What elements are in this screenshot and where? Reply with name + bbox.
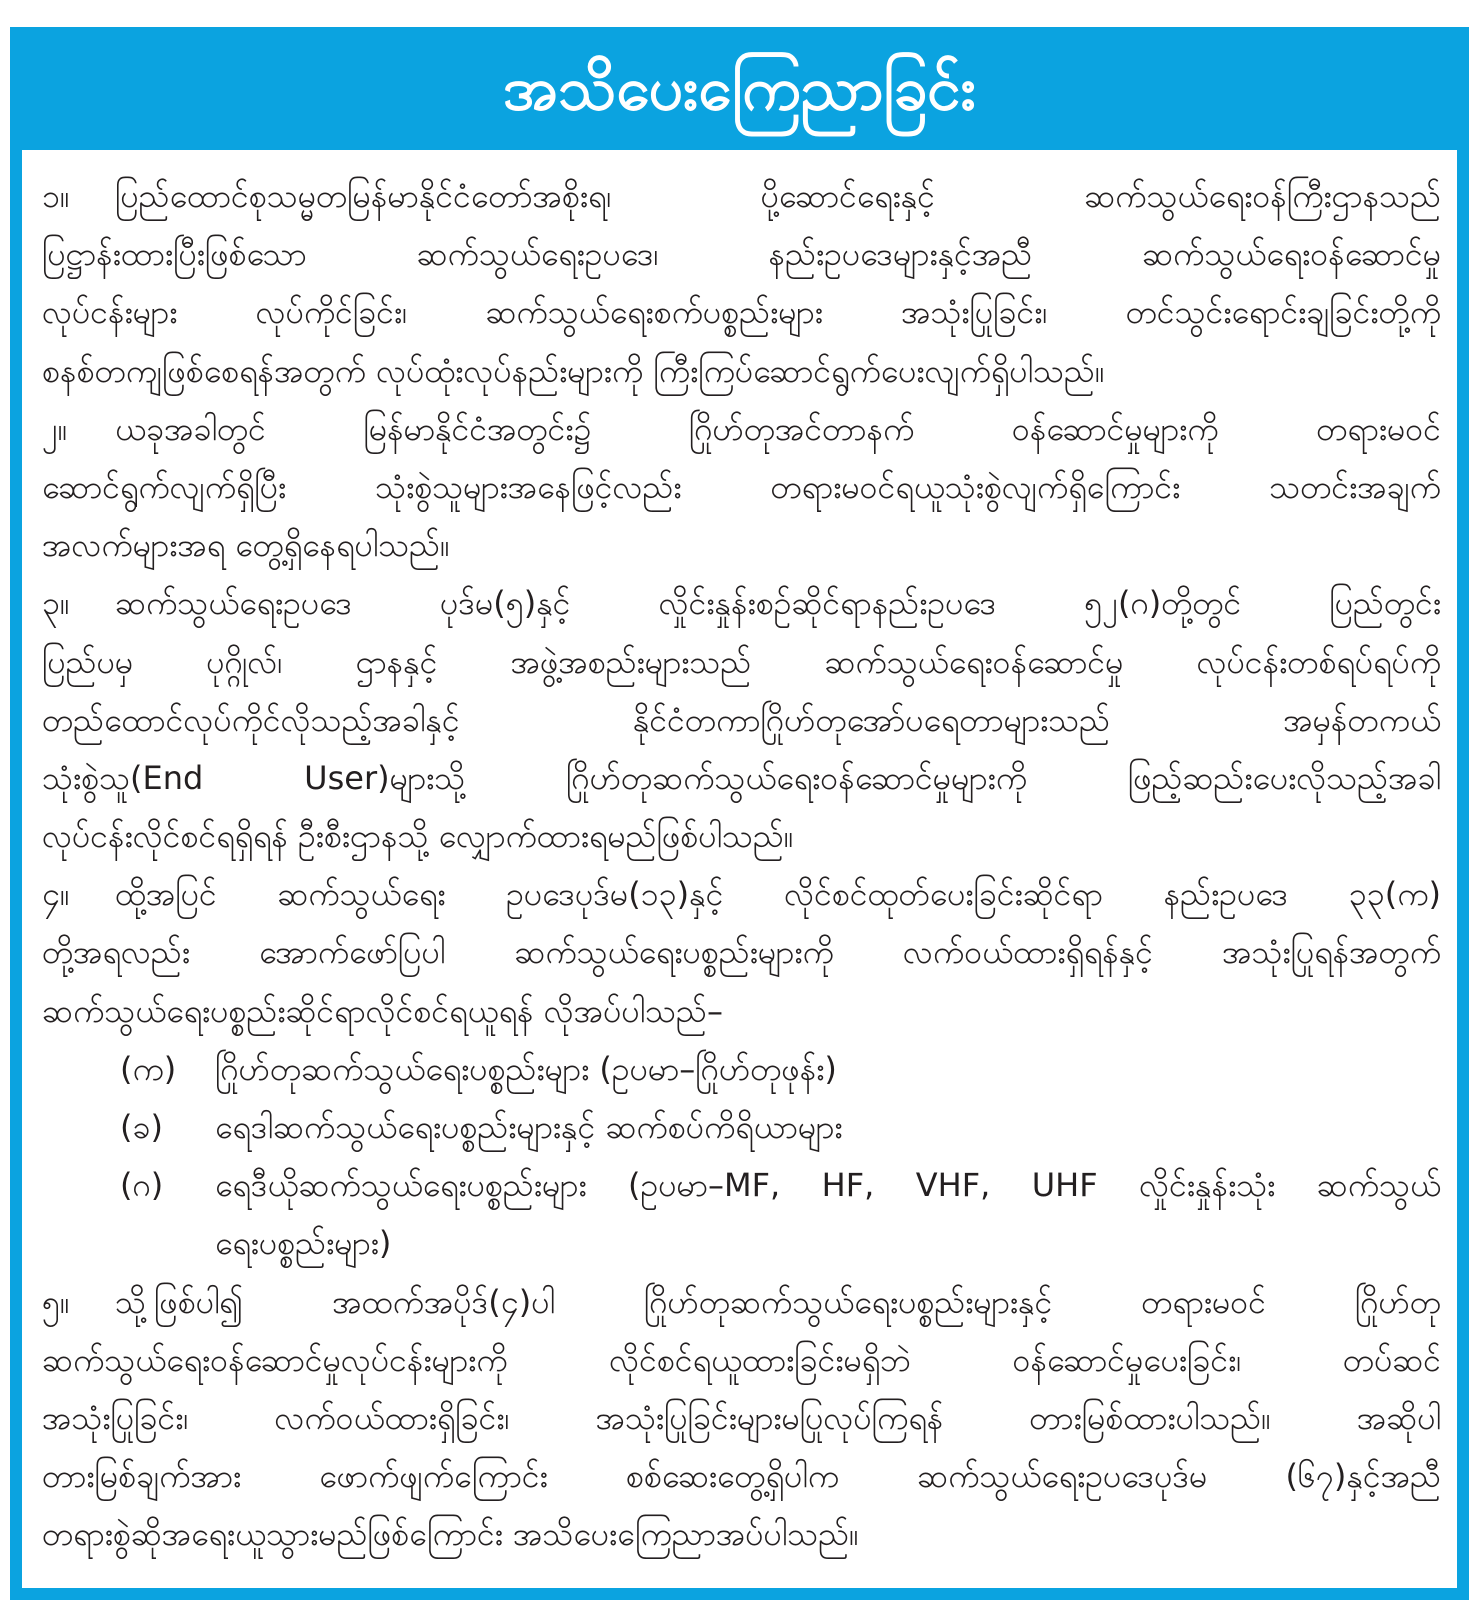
paragraph-line-text: ဆောင်ရွက်လျက်ရှိပြီး သုံးစွဲသူများအနေဖြင့်လည်း တရားမဝင်ရယူသုံးစွဲလျက်ရှိကြောင်း သတင်းအချက်	[42, 467, 1441, 506]
paragraph-line	[42, 633, 1441, 691]
paragraph-line	[42, 749, 1441, 807]
paragraph-line	[42, 283, 1441, 341]
paragraph-line	[42, 400, 1441, 458]
paragraph-line	[42, 1389, 1441, 1447]
paragraph-number: ၁။	[42, 177, 70, 215]
list-item-text: ရေးပစ္စည်းများ)	[215, 1224, 392, 1263]
paragraph-line	[42, 1273, 1441, 1331]
paragraph-line-text: ထို့အပြင် ဆက်သွယ်ရေး ဥပဒေပုဒ်မ(၁၃)နှင့် လိုင်စင်ထုတ်ပေးခြင်းဆိုင်ရာ နည်းဥပဒေ ၃၃(က)	[115, 875, 1441, 914]
paragraph-1	[42, 167, 1441, 400]
paragraph-line-text: ဆက်သွယ်ရေးဥပဒေ ပုဒ်မ(၅)နှင့် လှိုင်းနှုန်းစဉ်ဆိုင်ရာနည်းဥပဒေ ၅၂(ဂ)တို့တွင် ပြည်တွင်း	[115, 584, 1441, 623]
paragraph-line	[42, 1331, 1441, 1389]
paragraph-line-text: အသုံးပြုခြင်း၊ လက်ဝယ်ထားရှိခြင်း၊ အသုံးပြုခြင်းများမပြုလုပ်ကြရန် တားမြစ်ထားပါသည်။ အဆိုပါ	[42, 1398, 1441, 1437]
notice-title: အသိပေးကြေညာခြင်း	[503, 53, 976, 124]
list-item-continuation	[42, 1214, 1441, 1272]
paragraph-line-text: တို့အရလည်း အောက်ဖော်ပြပါ ဆက်သွယ်ရေးပစ္စည်းများကို လက်ဝယ်ထားရှိရန်နှင့် အသုံးပြုရန်အတွက်	[42, 933, 1441, 972]
paragraph-line-text: အလက်များအရ တွေ့ရှိနေရပါသည်။	[42, 526, 450, 565]
paragraph-line	[42, 865, 1441, 923]
paragraph-line-text: ယခုအခါတွင် မြန်မာနိုင်ငံအတွင်း၌ ဂြိုဟ်တုအင်တာနက် ဝန်ဆောင်မှုများကို တရားမဝင်	[115, 409, 1441, 448]
paragraph-line	[42, 342, 1441, 400]
paragraph-line-text: တည်ထောင်လုပ်ကိုင်လိုသည့်အခါနှင့် နိုင်ငံတကာဂြိုဟ်တုအော်ပရေတာများသည် အမှန်တကယ်	[42, 700, 1441, 739]
paragraph-line	[42, 982, 1441, 1040]
list-item	[42, 1040, 1441, 1098]
paragraph-3	[42, 574, 1441, 865]
paragraph-line	[42, 923, 1441, 981]
paragraph-line-text: ပြဋ္ဌာန်းထားပြီးဖြစ်သော ဆက်သွယ်ရေးဥပဒေ၊ နည်းဥပဒေများနှင့်အညီ ဆက်သွယ်ရေးဝန်ဆောင်မှု	[42, 235, 1441, 274]
paragraph-number: ၂။	[42, 409, 68, 448]
paragraph-line-text: ဆက်သွယ်ရေးပစ္စည်းဆိုင်ရာလိုင်စင်ရယူရန် လိုအပ်ပါသည်–	[42, 991, 723, 1030]
list-item	[42, 1156, 1441, 1214]
paragraph-line	[42, 458, 1441, 516]
paragraph-line	[42, 1447, 1441, 1505]
paragraph-line-text: တားမြစ်ချက်အား ဖောက်ဖျက်ကြောင်း စစ်ဆေးတွေ့ရှိပါက ဆက်သွယ်ရေးဥပဒေပုဒ်မ (၆၇)နှင့်အညီ	[42, 1457, 1441, 1496]
paragraph-line-text: စနစ်တကျဖြစ်စေရန်အတွက် လုပ်ထုံးလုပ်နည်းများကို ကြီးကြပ်ဆောင်ရွက်ပေးလျက်ရှိပါသည်။	[42, 351, 1105, 390]
list-item-label: (ဂ)	[120, 1166, 164, 1205]
paragraph-number: ၃။	[42, 584, 70, 623]
paragraph-2	[42, 400, 1441, 575]
list-item-label: (ခ)	[120, 1108, 163, 1146]
paragraph-line	[42, 691, 1441, 749]
list-item-text: ဂြိုဟ်တုဆက်သွယ်ရေးပစ္စည်းများ (ဥပမာ–ဂြိုဟ်တုဖုန်း)	[215, 1049, 837, 1088]
paragraph-number: ၅။	[42, 1282, 70, 1321]
equipment-list	[42, 1040, 1441, 1273]
paragraph-line	[42, 167, 1441, 225]
paragraph-line	[42, 807, 1441, 865]
paragraph-line-text: သုံးစွဲသူ(End User)များသို့ ဂြိုဟ်တုဆက်သွယ်ရေးဝန်ဆောင်မှုများကို ဖြည့်ဆည်းပေးလိုသည့်အခါ	[42, 758, 1441, 797]
paragraph-line-text: တရားစွဲဆိုအရေးယူသွားမည်ဖြစ်ကြောင်း အသိပေးကြေညာအပ်ပါသည်။	[42, 1515, 859, 1554]
paragraph-line-text: လုပ်ငန်းများ လုပ်ကိုင်ခြင်း၊ ဆက်သွယ်ရေးစက်ပစ္စည်းများ အသုံးပြုခြင်း၊ တင်သွင်းရောင်းချခြင်းတို့ကို	[42, 293, 1441, 332]
paragraph-line	[42, 516, 1441, 574]
paragraph-line-text: လုပ်ငန်းလိုင်စင်ရရှိရန် ဦးစီးဌာနသို့ လျှောက်ထားရမည်ဖြစ်ပါသည်။	[42, 817, 794, 856]
notice-frame	[10, 27, 1469, 1600]
list-item-label: (က)	[120, 1049, 177, 1088]
paragraph-line	[42, 574, 1441, 632]
paragraph-line-text: ပြည်ထောင်စုသမ္မတမြန်မာနိုင်ငံတော်အစိုးရ၊ ပို့ဆောင်ရေးနှင့် ဆက်သွယ်ရေးဝန်ကြီးဌာနသည်	[115, 177, 1441, 215]
paragraph-line-text: ပြည်ပမှ ပုဂ္ဂိုလ်၊ ဌာနနှင့် အဖွဲ့အစည်းများသည် ဆက်သွယ်ရေးဝန်ဆောင်မှု လုပ်ငန်းတစ်ရပ်ရပ်ကို	[42, 642, 1441, 681]
list-item-text: ရေဒါဆက်သွယ်ရေးပစ္စည်းများနှင့် ဆက်စပ်ကိရိယာများ	[215, 1108, 843, 1146]
paragraph-line-text: ဆက်သွယ်ရေးဝန်ဆောင်မှုလုပ်ငန်းများကို လိုင်စင်ရယူထားခြင်းမရှိဘဲ ဝန်ဆောင်မှုပေးခြင်း၊ တပ်ဆင်	[42, 1340, 1441, 1379]
paragraph-line	[42, 1505, 1441, 1563]
title-bar	[10, 27, 1469, 150]
paragraph-line-text: သို့ဖြစ်ပါ၍ အထက်အပိုဒ်(၄)ပါ ဂြိုဟ်တုဆက်သွယ်ရေးပစ္စည်းများနှင့် တရားမဝင် ဂြိုဟ်တု	[115, 1282, 1441, 1321]
paragraph-5	[42, 1273, 1441, 1564]
paragraph-line	[42, 225, 1441, 283]
list-item-text: ရေဒီယိုဆက်သွယ်ရေးပစ္စည်းများ (ဥပမာ–MF, HF, VHF, UHF လှိုင်းနှုန်းသုံး ဆက်သွယ်	[215, 1166, 1441, 1205]
paragraph-number: ၄။	[42, 875, 70, 914]
notice-body	[22, 150, 1457, 1588]
list-item	[42, 1098, 1441, 1156]
paragraph-4	[42, 865, 1441, 1040]
